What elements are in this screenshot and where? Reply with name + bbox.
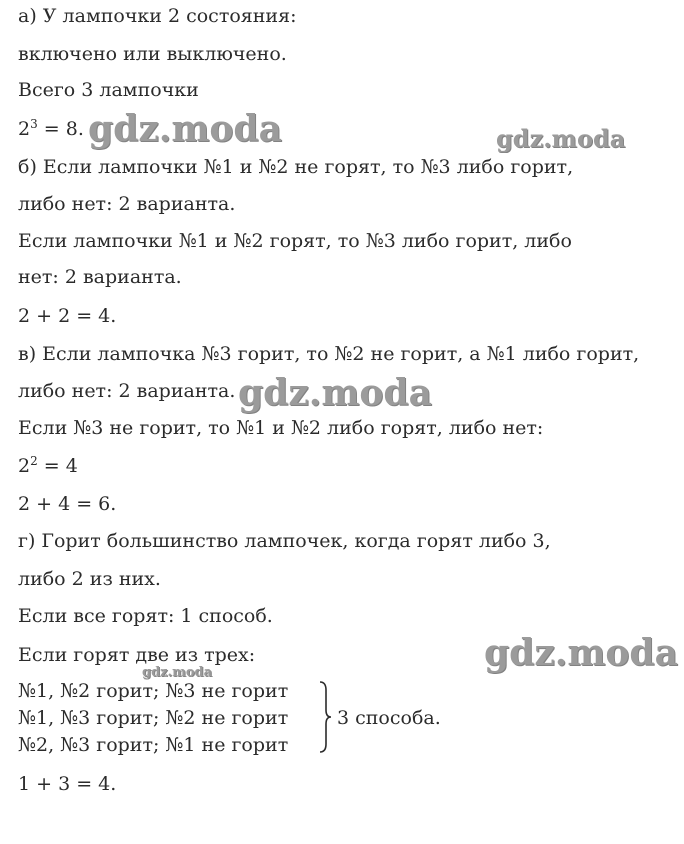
line-v-sum: 2 + 4 = 6.: [18, 493, 117, 515]
equation-rest: = 4: [37, 455, 78, 477]
line-b-sum: 2 + 2 = 4.: [18, 305, 117, 327]
line-on-off: включено или выключено.: [18, 43, 287, 65]
line-v-case2: Если №3 не горит, то №1 и №2 либо горят, либо нет:: [18, 417, 544, 439]
line-g-majority: г) Горит большинство лампочек, когда горят либо 3,: [18, 530, 551, 552]
line-v-case1: в) Если лампочка №3 горит, то №2 не горит, а №1 либо горит,: [18, 343, 640, 365]
line-g-sum: 1 + 3 = 4.: [18, 773, 117, 795]
brace-label: 3 способа.: [337, 707, 441, 729]
line-combo-1: №1, №2 горит; №3 не горит: [18, 680, 289, 702]
base: 2: [18, 118, 31, 140]
watermark-logo: gdz.moda: [496, 124, 626, 153]
line-g-majority-cont: либо 2 из них.: [18, 568, 161, 590]
line-v-case1-cont: либо нет: 2 варианта.: [18, 380, 236, 402]
line-b-case1: б) Если лампочки №1 и №2 не горят, то №3 либо горит,: [18, 156, 574, 178]
line-combo-2: №1, №3 горит; №2 не горит: [18, 707, 289, 729]
line-combo-3: №2, №3 горит; №1 не горит: [18, 734, 289, 756]
exponent: 3: [30, 117, 38, 131]
line-g-two-on: Если горят две из трех:: [18, 644, 256, 666]
line-total-bulbs: Всего 3 лампочки: [18, 79, 199, 101]
base: 2: [18, 455, 31, 477]
line-a-states: а) У лампочки 2 состояния:: [18, 5, 297, 27]
curly-brace-icon: [318, 680, 332, 754]
watermark-logo: gdz.moda: [484, 632, 678, 674]
watermark-logo: gdz.moda: [88, 108, 282, 150]
line-power-2-3: [18, 117, 84, 141]
line-power-2-2: [18, 454, 78, 478]
line-b-case1-cont: либо нет: 2 варианта.: [18, 193, 236, 215]
line-b-case2: Если лампочки №1 и №2 горят, то №3 либо горит, либо: [18, 230, 572, 252]
equation-rest: = 8.: [37, 118, 84, 140]
watermark-logo: gdz.moda: [238, 372, 432, 414]
watermark-logo: gdz.moda: [142, 665, 213, 680]
line-g-all-on: Если все горят: 1 способ.: [18, 605, 273, 627]
line-b-case2-cont: нет: 2 варианта.: [18, 266, 182, 288]
exponent: 2: [30, 454, 38, 468]
